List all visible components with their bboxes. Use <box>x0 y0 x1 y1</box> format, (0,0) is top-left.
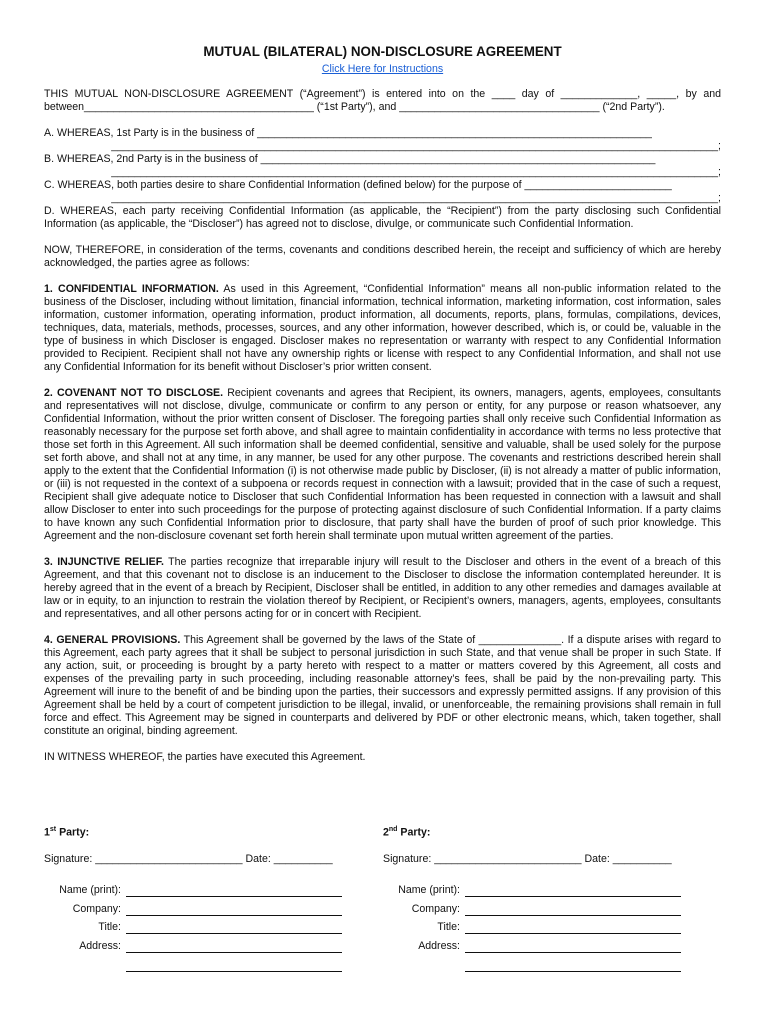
party-1-num: 1 <box>44 826 50 839</box>
party-2-label: Party: <box>397 826 431 839</box>
party-1-heading <box>44 826 89 839</box>
party-2-heading <box>383 826 430 839</box>
party-2-address-field[interactable] <box>465 952 681 953</box>
section-2-body: Recipient covenants and agrees that Recipient, its owners, managers, agents, employees, consultants and representatives will not disclose, divulge, communicate or confirm to any person or entity, for any purpose or reason whatsoever, any Confidential Information, without the prior written consent of Discloser. The foregoing parties shall only receive such Confidential Information as reasonably necessary for the purpose set forth above, and shall agree to maintain confidentiality in accordance with terms no less protective that those set forth in this Agreement. All such information shall be deemed confidential, sensitive and valuable, shall be used solely for the purpose set forth above, and shall not at any time, in any manner, be used for any other purpose. The covenants and restrictions described herein shall apply to the extent that the Confidential Information (i) is not otherwise made public by Discloser, (ii) is not already a matter of public information, or (iii) is not requested in the context of a subpoena or records request in connection with a lawsuit; provided that in the case of such a request, Recipient shall give adequate notice to Discloser that such Confidential Information has been requested in connection with a lawsuit and shall allow Discloser to enter into such proceedings for the purpose of protecting against disclosure of such Confidential Information. If a party claims to have known any such Confidential Information prior to disclosure, that party shall have the burden of proof of such prior knowledge. This Agreement and the non-disclosure covenant set forth herein shall terminate upon mutual written agreement of the parties. <box>44 387 722 542</box>
section-1-heading: 1. CONFIDENTIAL INFORMATION. <box>44 283 219 295</box>
party-2-name-label: Name (print): <box>398 884 460 896</box>
whereas-b <box>44 153 721 179</box>
now-therefore: NOW, THEREFORE, in consideration of the terms, covenants and conditions described herein, the receipt and sufficiency of which are hereby acknowledged, the parties agree as follows: <box>44 244 721 269</box>
section-2 <box>44 387 721 543</box>
party-1-name-field[interactable] <box>126 896 342 897</box>
document-body <box>44 44 724 764</box>
party-2-company-label: Company: <box>411 903 460 915</box>
party-1-signature-line[interactable]: Signature: _________________________ Date: __________ <box>44 853 333 865</box>
party-2-num: 2 <box>383 826 389 839</box>
whereas-a-trail: _______________________________________________________________________________________________________; <box>111 140 721 152</box>
whereas-c-trail: _______________________________________________________________________________________________________; <box>111 192 721 204</box>
section-1-body: As used in this Agreement, “Confidential Information” means all non-public information related to the business of the Discloser, including without limitation, financial information, technical information, marketing information, cost information, sales information, customer information, operating information, product information, all documents, reports, plans, formulas, compilations, devices, techniques, data, materials, methods, processes, sources, and any other information, however described, which is, or could be, valuable in the type of business in which Discloser is engaged. Discloser makes no representation or warranty with respect to any Confidential Information provided to Recipient. Recipient shall not have any ownership rights or license with respect to any Confidential Information, and shall not use any Confidential Information for its benefit without Discloser’s prior written consent. <box>44 283 721 373</box>
party-2-address-label: Address: <box>418 940 460 952</box>
party-2-title-label: Title: <box>437 921 460 933</box>
section-4-body: This Agreement shall be governed by the laws of the State of ______________. If a dispute arises with regard to this Agreement, each party agrees that it shall be subject to personal jurisdiction in such State, and that venue shall be proper in such State. If any action, suit, or proceeding is brought by a party hereto with respect to a matter or matters covered by this Agreement, all costs and expenses of the prevailing party in such proceeding, including reasonable attorney’s fees, shall be paid by the non-prevailing party. This Agreement will inure to the benefit of and be binding upon the parties, their successors and expressly permitted assigns. If any provision of this Agreement shall be held by a court of competent jurisdiction to be illegal, invalid, or unenforceable, the remaining provisions shall remain in full force and effect. This Agreement may be signed in counterparts and delivered by PDF or other electronic means, which, taken together, shall constitute an original, binding agreement. <box>44 634 721 737</box>
party-1-label: Party: <box>56 826 90 839</box>
party-1-address-field-2[interactable] <box>126 971 342 972</box>
party-2-name-field[interactable] <box>465 896 681 897</box>
section-3 <box>44 556 721 621</box>
party-1-company-field[interactable] <box>126 915 342 916</box>
section-4 <box>44 634 721 738</box>
party-1-address-field[interactable] <box>126 952 342 953</box>
whereas-a <box>44 127 721 153</box>
party-1-column <box>44 826 333 952</box>
party-2-column <box>383 826 672 952</box>
document-title: MUTUAL (BILATERAL) NON-DISCLOSURE AGREEMENT <box>203 44 562 59</box>
party-1-address-label: Address: <box>79 940 121 952</box>
intro-paragraph: THIS MUTUAL NON-DISCLOSURE AGREEMENT (“Agreement”) is entered into on the ____ day of _____________, _____, by and between_______________________________________ (“1st Party”), and __________________________________ (“2nd Party”). <box>44 88 724 113</box>
instructions-link[interactable]: Click Here for Instructions <box>321 63 444 75</box>
party-2-address-field-2[interactable] <box>465 971 681 972</box>
party-2-sup: nd <box>388 826 398 833</box>
section-3-body: The parties recognize that irreparable injury will result to the Discloser and others in the event of a breach of this Agreement, and that this covenant not to disclose is an inducement to the Discloser to disclose the information contemplated hereunder. It is hereby agreed that in the event of a breach by Recipient, Discloser shall be entitled, in addition to any other remedies and damages available at law or in equity, to an injunction to restrain the violation thereof by Recipient, or Recipient’s owners, managers, agents, employees, consultants and representatives, and all other persons acting for or in concert with Recipient. <box>44 556 721 620</box>
party-2-signature-line[interactable]: Signature: _________________________ Date: __________ <box>383 853 672 865</box>
section-3-heading: 3. INJUNCTIVE RELIEF. <box>44 556 164 568</box>
whereas-c-text: C. WHEREAS, both parties desire to share Confidential Information (defined below) for the purpose of _________________________ <box>44 179 672 191</box>
party-1-sup: st <box>49 826 57 833</box>
whereas-d: D. WHEREAS, each party receiving Confidential Information (as applicable, the “Recipient”) from the party disclosing such Confidential Information (as applicable, the “Discloser”) has agreed not to disclose, divulge, or communicate such Confidential Information. <box>44 205 721 230</box>
whereas-b-trail: _______________________________________________________________________________________________________; <box>111 166 721 178</box>
whereas-b-text: B. WHEREAS, 2nd Party is in the business of ___________________________________________________________________ <box>44 153 656 165</box>
party-1-title-label: Title: <box>98 921 121 933</box>
section-1 <box>44 283 721 374</box>
whereas-a-text: A. WHEREAS, 1st Party is in the business of ___________________________________________________________________ <box>44 127 652 139</box>
section-2-heading: 2. COVENANT NOT TO DISCLOSE. <box>44 387 224 399</box>
party-2-title-field[interactable] <box>465 933 681 934</box>
whereas-c <box>44 179 721 205</box>
party-1-title-field[interactable] <box>126 933 342 934</box>
party-1-company-label: Company: <box>72 903 121 915</box>
party-1-name-label: Name (print): <box>59 884 121 896</box>
party-2-company-field[interactable] <box>465 915 681 916</box>
witness-statement: IN WITNESS WHEREOF, the parties have executed this Agreement. <box>44 751 366 763</box>
section-4-heading: 4. GENERAL PROVISIONS. <box>44 634 181 646</box>
